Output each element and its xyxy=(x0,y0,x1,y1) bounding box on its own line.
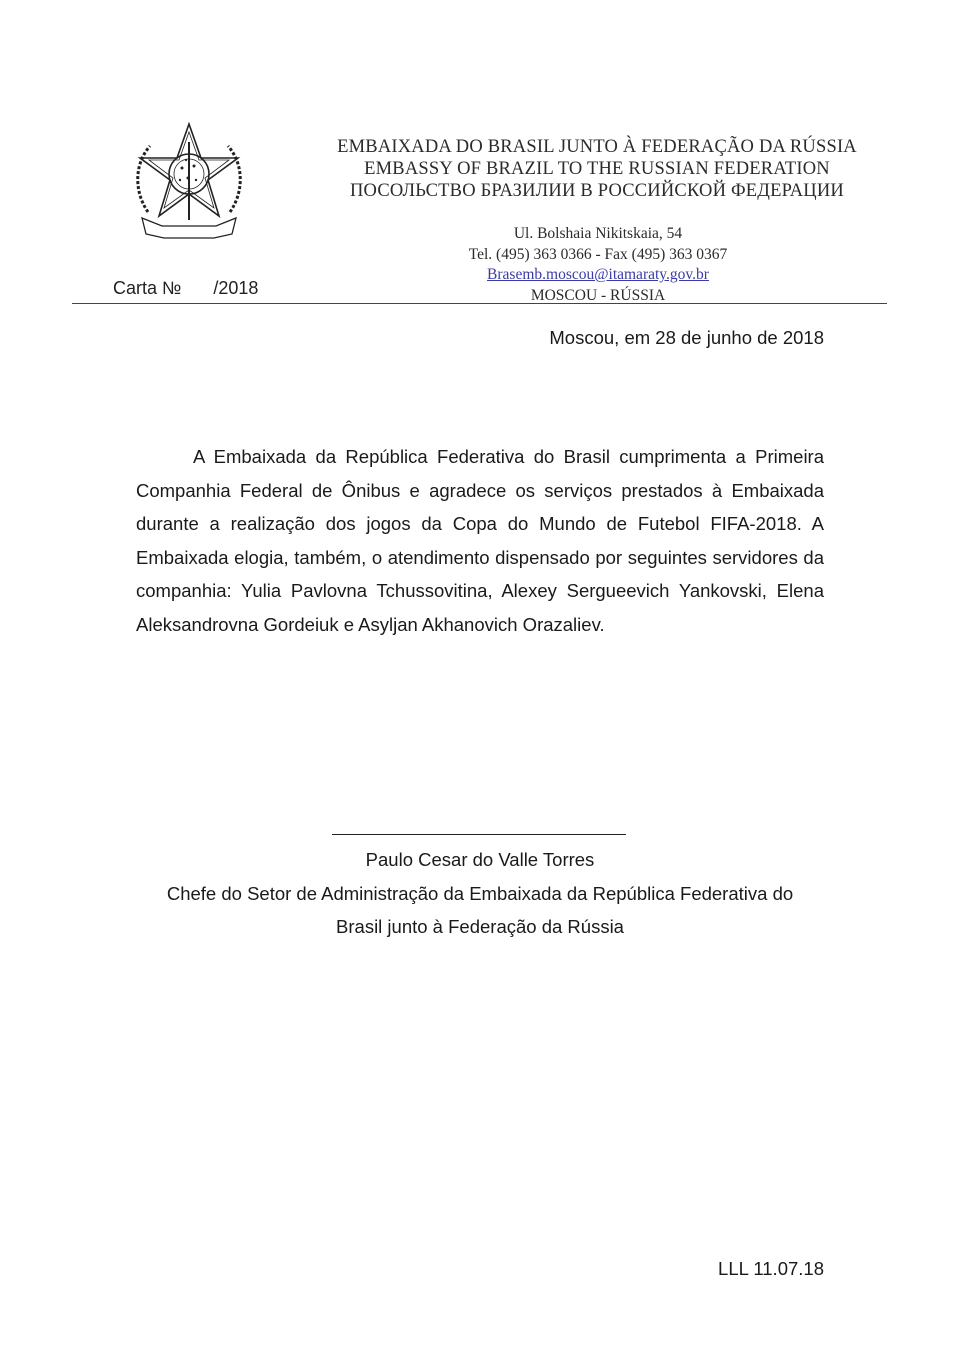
letter-date: Moscou, em 28 de junho de 2018 xyxy=(549,327,824,348)
signatory-name: Paulo Cesar do Valle Torres xyxy=(365,849,595,870)
signatory-title-line1: Chefe do Setor de Administração da Embaixada da República Federativa do xyxy=(166,882,794,904)
phone-line: Tel. (495) 363 0366 - Fax (495) 363 0367 xyxy=(468,245,728,263)
signatory-title-line2: Brasil junto à Federação da Rússia xyxy=(336,916,624,937)
address-line: Ul. Bolshaia Nikitskaia, 54 xyxy=(513,225,683,242)
carta-year: /2018 xyxy=(213,278,259,298)
footer-reference-code: LLL 11.07.18 xyxy=(718,1258,824,1279)
carta-label: Carta № xyxy=(113,278,182,298)
header-line-ru: ПОСОЛЬСТВО БРАЗИЛИИ В РОССИЙСКОЙ ФЕДЕРАЦИИ xyxy=(350,181,844,201)
header-divider xyxy=(72,303,887,304)
embassy-address-block xyxy=(400,224,796,306)
signature-block xyxy=(110,843,850,944)
embassy-header xyxy=(300,136,894,202)
header-line-en: EMBASSY OF BRAZIL TO THE RUSSIAN FEDERATION xyxy=(364,159,830,179)
signature-line xyxy=(332,834,626,835)
header-line-pt: EMBAIXADA DO BRASIL JUNTO À FEDERAÇÃO DA RÚSSIA xyxy=(337,137,857,157)
letter-body: A Embaixada da República Federativa do Brasil cumprimenta a Primeira Companhia Federal de Ônibus e agradece os serviços prestados à Embaixada durante a realização dos jogos da Copa do Mundo de Futebol FIFA-2018. A Embaixada elogia, também, o atendimento dispensado por seguintes servidores da companhia: Yulia Pavlovna Tchussovitina, Alexey Sergueevich Yankovski, Elena Aleksandrovna Gordeiuk e Asyljan Akhanovich Orazaliev. xyxy=(136,446,824,635)
email-link[interactable]: Brasemb.moscou@itamaraty.gov.br xyxy=(487,266,709,283)
city-line: MOSCOU - RÚSSIA xyxy=(530,286,666,304)
carta-number xyxy=(113,278,258,299)
coat-of-arms-icon xyxy=(122,120,256,252)
